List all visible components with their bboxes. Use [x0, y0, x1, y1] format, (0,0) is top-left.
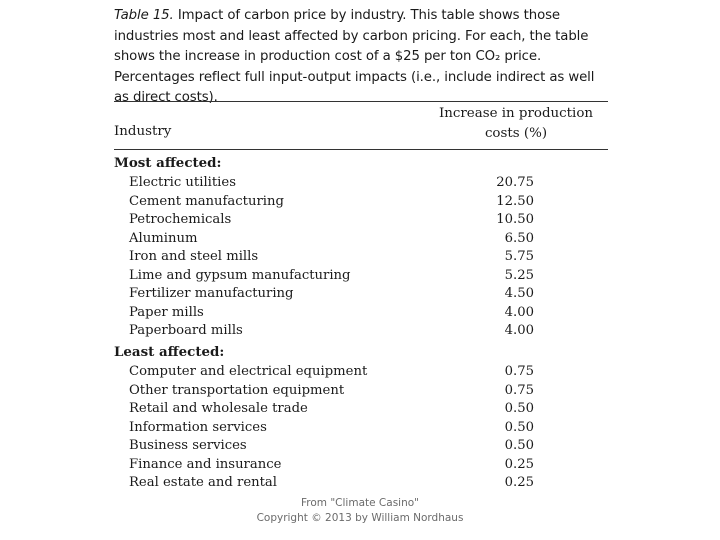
cost-increase-value: 0.50	[504, 401, 534, 416]
cost-increase-value: 0.75	[504, 382, 534, 398]
cost-increase-value: 5.75	[504, 249, 534, 264]
industry-name: Other transportation equipment	[129, 382, 345, 398]
copyright-footer	[240, 496, 480, 526]
table-row	[0, 212, 720, 231]
table-row	[0, 231, 720, 250]
industry-name: Fertilizer manufacturing	[129, 286, 294, 301]
industry-name: Cement manufacturing	[129, 193, 284, 209]
column-header-increase-line1: Increase in production	[438, 106, 594, 121]
table-row	[0, 268, 720, 287]
industry-name: Business services	[129, 438, 247, 453]
table-row	[0, 438, 720, 457]
cost-increase-value: 10.50	[496, 212, 534, 227]
industry-name: Retail and wholesale trade	[129, 401, 308, 416]
cost-increase-value: 4.00	[504, 304, 534, 320]
column-header-industry: Industry	[114, 124, 172, 139]
industry-name: Paperboard mills	[129, 323, 243, 338]
cost-increase-value: 4.50	[504, 286, 534, 301]
industry-name: Computer and electrical equipment	[129, 364, 368, 379]
table-row	[0, 305, 720, 324]
footer-copyright: Copyright © 2013 by William Nordhaus	[256, 512, 464, 524]
table-top-rule	[114, 101, 608, 102]
cost-increase-value: 12.50	[496, 193, 534, 209]
footer-source: From "Climate Casino"	[301, 497, 419, 509]
industry-name: Paper mills	[129, 304, 204, 320]
group-heading: Most affected:	[114, 155, 222, 171]
cost-increase-value: 0.25	[504, 456, 534, 472]
table-row	[0, 323, 720, 342]
industry-name: Real estate and rental	[129, 475, 278, 490]
table-row	[0, 249, 720, 268]
cost-increase-value: 20.75	[496, 175, 534, 190]
table-row	[0, 175, 720, 194]
table-caption	[114, 6, 600, 109]
table-header-rule	[114, 149, 608, 150]
table-row	[0, 364, 720, 383]
industry-name: Lime and gypsum manufacturing	[129, 267, 351, 283]
industry-name: Aluminum	[129, 230, 198, 246]
cost-increase-value: 0.50	[504, 419, 534, 435]
cost-increase-value: 0.75	[504, 364, 534, 379]
industry-name: Electric utilities	[129, 175, 236, 190]
caption-label: Table 15.	[114, 8, 174, 23]
cost-increase-value: 0.25	[504, 475, 534, 490]
cost-increase-value: 6.50	[504, 230, 534, 246]
industry-name: Information services	[129, 419, 267, 435]
cost-increase-value: 4.00	[504, 323, 534, 338]
table-row	[0, 401, 720, 420]
table-row	[0, 420, 720, 439]
industry-name: Iron and steel mills	[129, 249, 259, 264]
industry-name: Finance and insurance	[129, 456, 282, 472]
column-header-increase-line2: costs (%)	[484, 126, 548, 141]
table-row	[0, 457, 720, 476]
cost-increase-value: 0.50	[504, 438, 534, 453]
table-row	[0, 286, 720, 305]
table-row	[0, 475, 720, 494]
caption-text: Impact of carbon price by industry. This table shows those industries most and least affected by carbon pricing. For each, the table shows the increase in production cost of a $25 per ton CO₂ price. Percentages reflect full input-output impacts (i.e., include indirect as well as direct costs).	[114, 8, 595, 105]
group-heading: Least affected:	[114, 344, 225, 360]
industry-name: Petrochemicals	[129, 212, 232, 227]
table-row	[0, 383, 720, 402]
column-header-increase	[430, 104, 602, 144]
table-row	[0, 194, 720, 213]
cost-increase-value: 5.25	[504, 267, 534, 283]
